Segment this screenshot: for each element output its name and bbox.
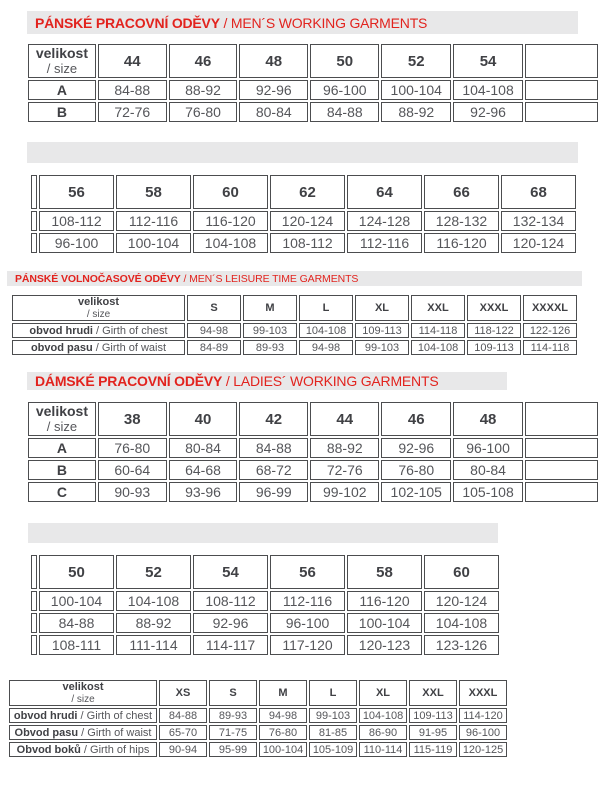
size-range-cell: 105-109 [309,742,357,757]
size-range-cell: 93-96 [169,482,238,502]
row-label-cell: Obvod pasu / Girth of waist [9,725,157,740]
size-range-cell: 90-93 [98,482,167,502]
size-range-cell: 95-99 [209,742,257,757]
size-column-header: XS [159,680,207,706]
row-label-cell: obvod pasu / Girth of waist [12,340,185,355]
size-range-cell: 112-116 [116,211,191,231]
size-range-cell: 92-96 [239,80,308,100]
size-range-cell: 104-108 [453,80,523,100]
row-label-cell: obvod hrudi / Girth of chest [9,708,157,723]
size-range-cell: 92-96 [453,102,523,122]
size-range-cell: 109-113 [355,323,409,338]
size-column-header: M [259,680,307,706]
size-range-cell: 96-100 [453,438,523,458]
size-column-header: 56 [39,175,114,209]
row-label-cell: C [28,482,96,502]
size-range-cell: 110-114 [359,742,407,757]
size-range-cell: 84-89 [187,340,241,355]
size-range-cell: 96-100 [459,725,507,740]
size-range-cell: 132-134 [501,211,576,231]
size-range-cell: 80-84 [453,460,523,480]
size-range-cell: 120-124 [424,591,499,611]
size-range-cell: 104-108 [424,613,499,633]
size-range-cell: 96-99 [239,482,308,502]
size-range-cell: 118-122 [467,323,521,338]
cut-cell [31,555,37,589]
mens-working-title-english: / MEN´S WORKING GARMENTS [219,14,428,31]
size-column-header: XXL [411,295,465,321]
size-range-cell: 99-103 [243,323,297,338]
size-range-cell: 128-132 [424,211,499,231]
ladies-girth-table [7,678,527,772]
size-range-cell: 108-112 [193,591,268,611]
size-column-header: XL [359,680,407,706]
ladies-working-title-czech: DÁMSKÉ PRACOVNÍ ODĚVY [35,373,223,389]
size-column-header: 54 [193,555,268,589]
size-column-header: 58 [116,175,191,209]
ladies-sizes-50-60-table [29,553,589,669]
size-column-header: 52 [116,555,191,589]
size-column-header: XXL [409,680,457,706]
size-column-header: 46 [169,44,238,78]
size-column-header: 44 [310,402,379,436]
size-column-header: XL [355,295,409,321]
mens-working-title-band [27,11,578,34]
size-range-cell: 109-113 [409,708,457,723]
size-range-cell: 114-118 [523,340,577,355]
size-range-cell: 100-104 [39,591,114,611]
separator-band-1 [27,142,578,163]
size-range-cell: 115-119 [409,742,457,757]
size-column-header: 58 [347,555,422,589]
size-range-cell: 89-93 [243,340,297,355]
cut-cell [31,175,37,209]
cut-cell [31,591,37,611]
size-range-cell: 100-104 [381,80,451,100]
size-range-cell: 116-120 [193,211,268,231]
size-column-header: XXXXL [523,295,577,321]
size-range-cell: 92-96 [381,438,451,458]
size-range-cell: 109-113 [467,340,521,355]
row-label-cell: obvod hrudi / Girth of chest [12,323,185,338]
size-range-cell: 112-116 [270,591,345,611]
size-range-cell: 88-92 [169,80,238,100]
ladies-working-title-english: / LADIES´ WORKING GARMENTS [222,373,439,389]
size-column-header: 50 [310,44,379,78]
size-range-cell: 111-114 [116,635,191,655]
row-label-cell: Obvod boků / Girth of hips [9,742,157,757]
size-range-cell: 99-103 [355,340,409,355]
size-range-cell: 64-68 [169,460,238,480]
size-column-header: 68 [501,175,576,209]
size-range-cell: 108-112 [270,233,345,253]
cut-cell [31,233,37,253]
size-column-header: 40 [169,402,238,436]
size-range-cell: 99-102 [310,482,379,502]
cut-cell [525,482,598,502]
size-range-cell: 84-88 [39,613,114,633]
size-range-cell: 104-108 [359,708,407,723]
size-range-cell: 84-88 [239,438,308,458]
size-range-cell: 84-88 [98,80,167,100]
size-range-cell: 68-72 [239,460,308,480]
size-range-cell: 122-126 [523,323,577,338]
size-column-header: S [209,680,257,706]
size-range-cell: 100-104 [347,613,422,633]
size-range-cell: 80-84 [239,102,308,122]
size-range-cell: 116-120 [424,233,499,253]
ladies-working-title-band [27,372,507,390]
size-range-cell: 120-124 [501,233,576,253]
size-range-cell: 94-98 [187,323,241,338]
mens-working-title-czech: PÁNSKÉ PRACOVNÍ ODĚVY [35,14,220,31]
size-range-cell: 120-123 [347,635,422,655]
row-label-cell: A [28,80,96,100]
size-corner-cell: velikost / size [9,680,157,706]
size-range-cell: 102-105 [381,482,451,502]
size-column-header: 54 [453,44,523,78]
mens-sizes-44-54-table [26,42,600,134]
size-range-cell: 104-108 [116,591,191,611]
cut-cell [525,402,598,436]
size-range-cell: 105-108 [453,482,523,502]
size-range-cell: 88-92 [381,102,451,122]
ladies-sizes-38-48-table [26,400,600,516]
size-range-cell: 88-92 [116,613,191,633]
separator-band-2 [28,523,498,543]
size-range-cell: 84-88 [159,708,207,723]
size-range-cell: 60-64 [98,460,167,480]
cut-cell [525,460,598,480]
size-range-cell: 86-90 [359,725,407,740]
size-range-cell: 76-80 [98,438,167,458]
size-range-cell: 96-100 [310,80,379,100]
row-label-cell: A [28,438,96,458]
size-range-cell: 104-108 [299,323,353,338]
size-column-header: 66 [424,175,499,209]
size-range-cell: 94-98 [299,340,353,355]
cut-cell [31,613,37,633]
size-column-header: 48 [239,44,308,78]
size-range-cell: 104-108 [193,233,268,253]
size-range-cell: 108-111 [39,635,114,655]
cut-cell [31,635,37,655]
size-range-cell: 124-128 [347,211,422,231]
cut-cell [525,438,598,458]
size-range-cell: 76-80 [381,460,451,480]
size-column-header: 46 [381,402,451,436]
size-range-cell: 72-76 [98,102,167,122]
size-column-header: 52 [381,44,451,78]
size-range-cell: 96-100 [39,233,114,253]
size-column-header: 60 [193,175,268,209]
size-column-header: 50 [39,555,114,589]
size-range-cell: 100-104 [116,233,191,253]
size-range-cell: 120-125 [459,742,507,757]
size-column-header: 42 [239,402,308,436]
size-range-cell: 91-95 [409,725,457,740]
size-range-cell: 89-93 [209,708,257,723]
size-range-cell: 108-112 [39,211,114,231]
size-range-cell: 80-84 [169,438,238,458]
mens-sizes-56-68-table [29,173,589,265]
size-range-cell: 123-126 [424,635,499,655]
mens-leisure-title-band [7,271,582,286]
mens-leisure-title-english: / MEN´S LEISURE TIME GARMENTS [180,272,359,285]
row-label-cell: B [28,102,96,122]
size-range-cell: 72-76 [310,460,379,480]
size-range-cell: 94-98 [259,708,307,723]
size-range-cell: 71-75 [209,725,257,740]
size-range-cell: 88-92 [310,438,379,458]
size-range-cell: 84-88 [310,102,379,122]
size-column-header: XXXL [459,680,507,706]
size-range-cell: 81-85 [309,725,357,740]
cut-cell [525,44,598,78]
size-column-header: XXXL [467,295,521,321]
size-range-cell: 116-120 [347,591,422,611]
size-range-cell: 114-118 [411,323,465,338]
size-range-cell: 114-117 [193,635,268,655]
size-column-header: 44 [98,44,167,78]
size-column-header: 62 [270,175,345,209]
size-column-header: L [299,295,353,321]
size-range-cell: 76-80 [259,725,307,740]
size-range-cell: 104-108 [411,340,465,355]
size-column-header: 38 [98,402,167,436]
cut-cell [525,80,598,100]
size-range-cell: 92-96 [193,613,268,633]
size-range-cell: 117-120 [270,635,345,655]
size-range-cell: 96-100 [270,613,345,633]
size-column-header: S [187,295,241,321]
size-column-header: M [243,295,297,321]
size-range-cell: 90-94 [159,742,207,757]
size-column-header: L [309,680,357,706]
size-range-cell: 100-104 [259,742,307,757]
size-column-header: 48 [453,402,523,436]
mens-leisure-title-czech: PÁNSKÉ VOLNOČASOVÉ ODĚVY [15,272,181,285]
size-range-cell: 120-124 [270,211,345,231]
size-column-header: 64 [347,175,422,209]
cut-cell [31,211,37,231]
size-corner-cell: velikost / size [12,295,185,321]
mens-leisure-girth-table [10,293,592,363]
size-corner-cell: velikost / size [28,402,96,436]
size-range-cell: 76-80 [169,102,238,122]
size-column-header: 56 [270,555,345,589]
size-column-header: 60 [424,555,499,589]
row-label-cell: B [28,460,96,480]
size-range-cell: 112-116 [347,233,422,253]
cut-cell [525,102,598,122]
size-range-cell: 65-70 [159,725,207,740]
size-range-cell: 99-103 [309,708,357,723]
size-corner-cell: velikost / size [28,44,96,78]
size-range-cell: 114-120 [459,708,507,723]
